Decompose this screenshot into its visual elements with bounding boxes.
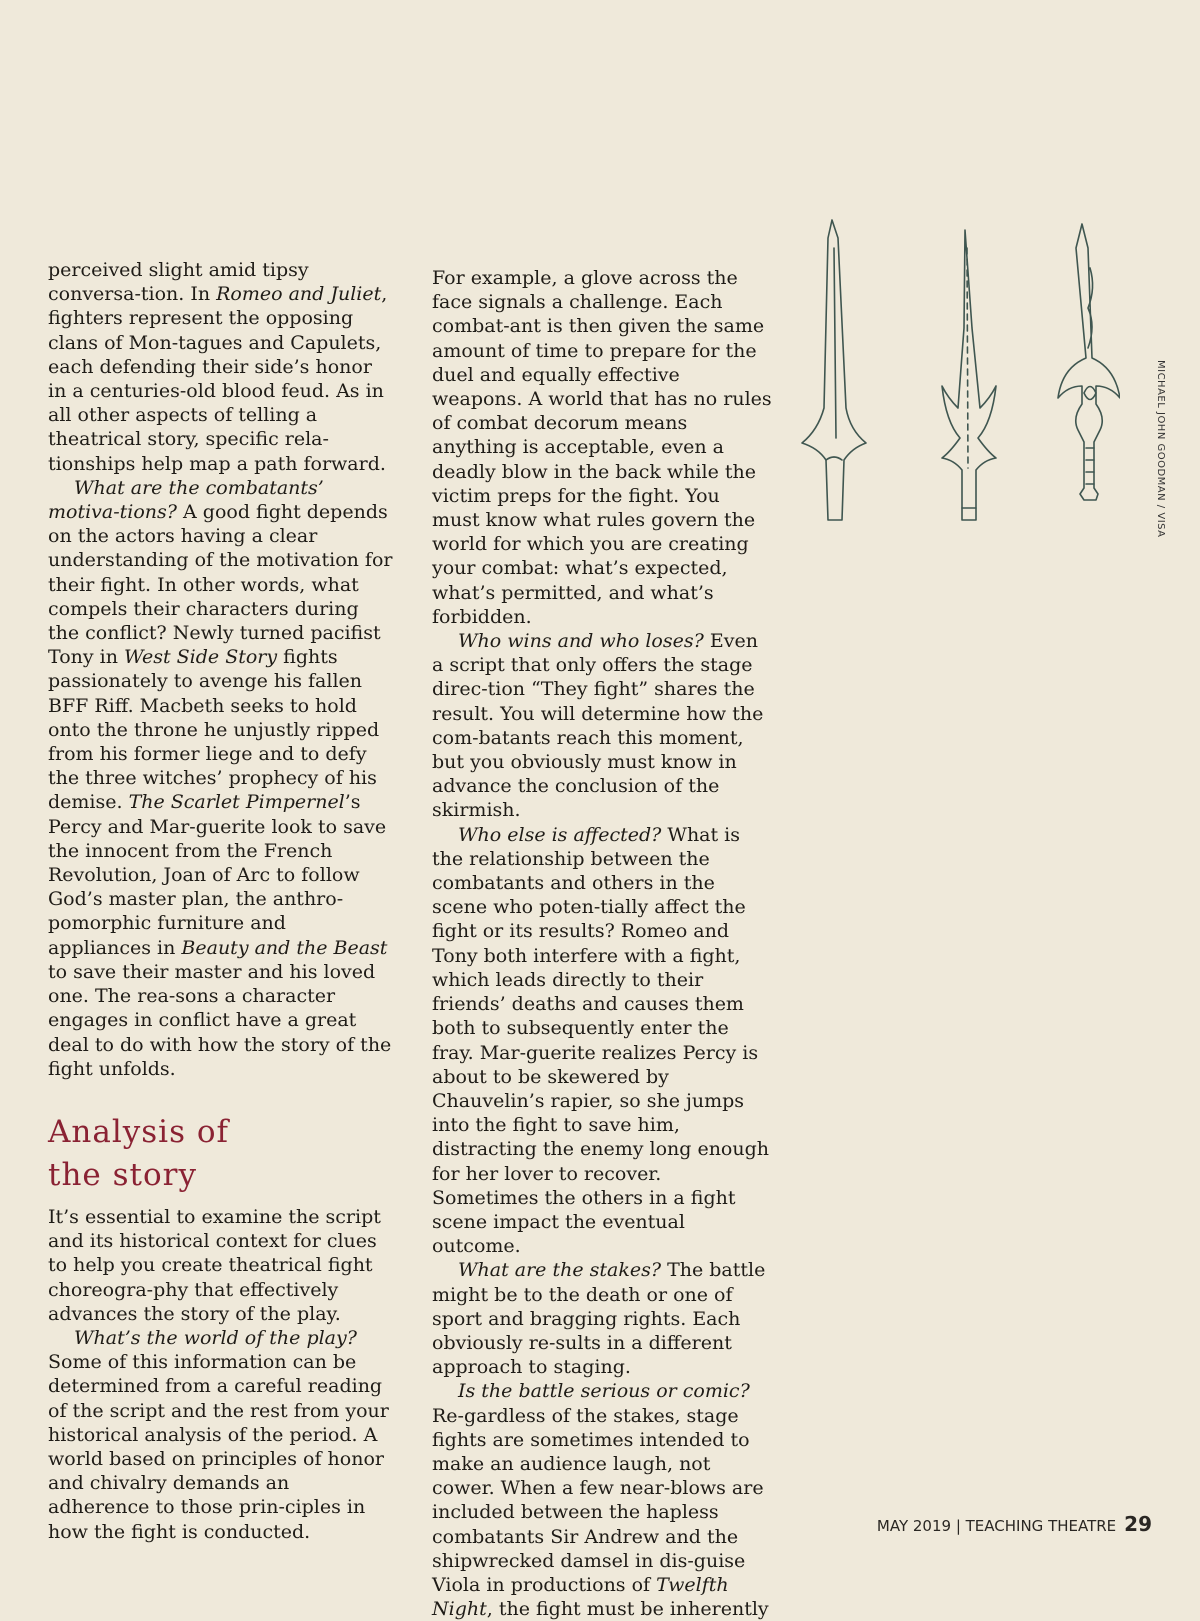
paragraph: For example, a glove across the face signals a challenge. Each combat-ant is then given the same amount of time to prepare for the duel and equally effective weapons. A world that has no rules of combat decorum means anything is acceptable, even a deadly blow in the back while the victim preps for the fight. You must know what rules govern the world for which you are creating your combat: what’s expected, what’s permitted, and what’s forbidden. — [432, 267, 772, 628]
spearhead-3 — [1058, 224, 1120, 500]
italic-run: The Scarlet Pimpernel — [128, 791, 345, 814]
section-heading — [48, 1111, 393, 1197]
paragraph: What are the stakes? The battle might be to the death or one of sport and bragging rights. Each obviously re-sults in a different approach to staging. — [432, 1259, 766, 1379]
spearheads-illustration — [790, 208, 1120, 538]
paragraph: It’s essential to examine the script and its historical context for clues to help you create theatrical fight choreogra-phy that effectively advances the story of the play. — [48, 1205, 381, 1325]
italic-run: Who else is affected? — [458, 823, 662, 846]
italic-run: Is the battle serious or comic? — [458, 1380, 750, 1403]
article-column-right — [432, 266, 772, 1621]
italic-run: Beauty and the Beast — [181, 936, 388, 959]
italic-run: What are the combatants’ motiva-tions? — [48, 476, 324, 524]
paragraph: Who wins and who loses? Even a script that only offers the stage direc-tion “They fight” shares the result. You will determine how the com-batants reach this moment, but you obviously must know in advance the conclusion of the skirmish. — [432, 630, 764, 822]
page-number: 29 — [1124, 1512, 1152, 1536]
paragraph: Is the battle serious or comic? Re-gardless of the stakes, stage fights are sometimes intended to make an audience laugh, not cower. When a few near-blows are included between the hapless combatants Sir Andrew and the shipwrecked damsel in dis-guise Viola in productions of Twelfth Night, the fight must be inherently — [432, 1380, 769, 1621]
italic-run: Romeo and Juliet — [216, 283, 382, 306]
issue-label: MAY 2019 | TEACHING THEATRE — [876, 1517, 1117, 1535]
photo-credit: MICHAEL JOHN GOODMAN / VISA — [1155, 360, 1166, 538]
spearhead-1 — [802, 220, 866, 520]
paragraph: What are the combatants’ motiva-tions? A good fight depends on the actors having a clear understanding of the motivation for their fight. In other words, what compels their characters during the conflict? Newly turned pacifist Tony in West Side Story fights passionately to avenge his fallen BFF Riff. Macbeth seeks to hold onto the throne he unjustly ripped from his former liege and to defy the three witches’ prophecy of his demise. The Scarlet Pimpernel’s Percy and Mar-guerite look to save the innocent from the French Revolution, Joan of Arc to follow God’s master plan, the anthro-pomorphic furniture and appliances in Beauty and the Beast to save their master and his loved one. The rea-sons a character engages in conflict have a great deal to do with how the story of the fight unfolds. — [48, 476, 393, 1080]
italic-run: What are the stakes? — [458, 1259, 662, 1282]
paragraph: Who else is affected? What is the relationship between the combatants and others in the scene who poten-tially affect the fight or its results? Romeo and Tony both interfere with a fight, which leads directly to their friends’ deaths and causes them both to subsequently enter the fray. Mar-guerite realizes Percy is about to be skewered by Chauvelin’s rapier, so she jumps into the fight to save him, distracting the enemy long enough for her lover to recover. Sometimes the others in a fight scene impact the eventual outcome. — [432, 823, 770, 1258]
italic-run: West Side Story — [124, 646, 278, 669]
article-column-left — [48, 258, 393, 1544]
page-footer — [877, 1512, 1152, 1536]
paragraph: perceived slight amid tipsy conversa-tion. In Romeo and Juliet, fighters represent the opposing clans of Mon-tagues and Capulets, each defending their side’s honor in a centuries-old blood feud. As in all other aspects of telling a theatrical story, specific rela-tionships help map a path forward. — [48, 259, 388, 475]
section-heading-line: the story — [48, 1156, 197, 1193]
paragraph: What’s the world of the play? Some of this information can be determined from a careful reading of the script and the rest from your historical analysis of the period. A world based on principles of honor and chivalry demands an adherence to those prin-ciples in how the fight is conducted. — [48, 1326, 389, 1543]
ink-strokes — [802, 220, 1120, 520]
spearhead-2 — [942, 230, 996, 520]
italic-run: What’s the world of the play? — [74, 1326, 357, 1349]
section-heading-line: Analysis of — [48, 1113, 229, 1150]
italic-run: Twelfth Night — [432, 1573, 729, 1621]
italic-run: Who wins and who loses? — [458, 630, 704, 653]
